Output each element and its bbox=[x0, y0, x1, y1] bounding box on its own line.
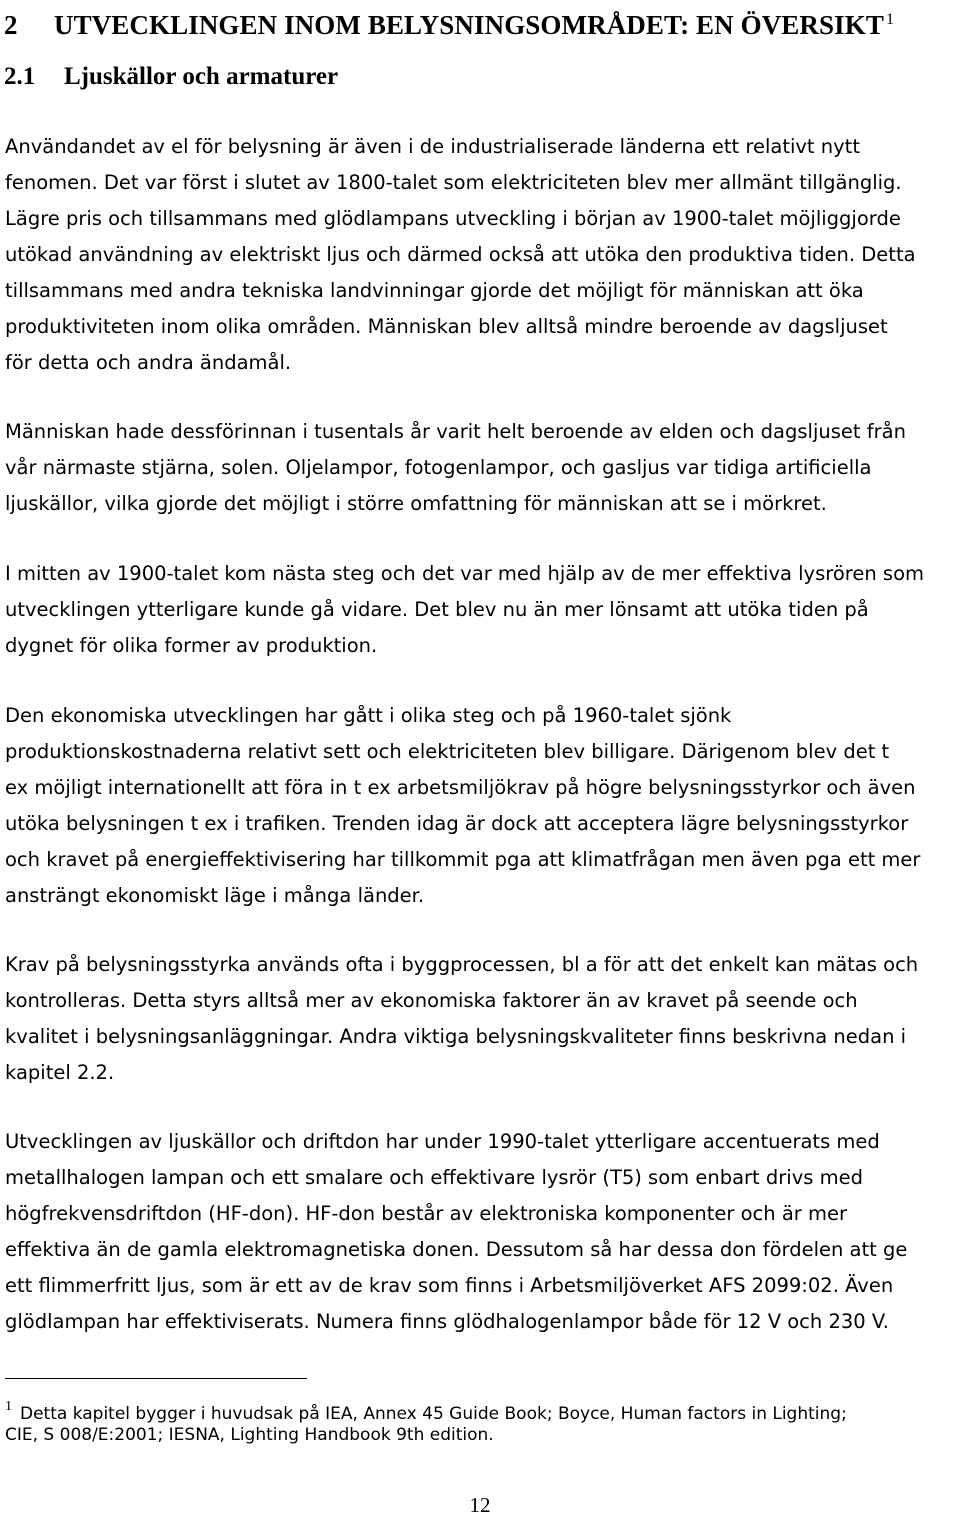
paragraph-line: ett flimmerfritt ljus, som är ett av de krav som finns i Arbetsmiljöverket AFS 2099:02. Även bbox=[5, 1274, 894, 1297]
section-heading bbox=[4, 60, 338, 94]
paragraph-line: kapitel 2.2. bbox=[5, 1061, 115, 1084]
paragraph-line: ansträngt ekonomiskt läge i många länder. bbox=[5, 884, 425, 907]
paragraph-line: metallhalogen lampan och ett smalare och effektivare lysrör (T5) som enbart drivs med bbox=[5, 1166, 863, 1189]
paragraph-5 bbox=[5, 947, 960, 1091]
chapter-title: UTVECKLINGEN INOM BELYSNINGSOMRÅDET: EN ÖVERSIKT bbox=[54, 10, 884, 40]
paragraph-line: utvecklingen ytterligare kunde gå vidare. Det blev nu än mer lönsamt att utöka tiden på bbox=[5, 598, 869, 621]
footnote-mark: 1 bbox=[5, 1399, 12, 1414]
paragraph-line: kvalitet i belysningsanläggningar. Andra viktiga belysningskvaliteter finns beskrivna nedan i bbox=[5, 1025, 907, 1048]
paragraph-line: tillsammans med andra tekniska landvinningar gjorde det möjligt för människan att öka bbox=[5, 279, 864, 302]
paragraph-line: utöka belysningen t ex i trafiken. Trenden idag är dock att acceptera lägre belysningsstyrkor bbox=[5, 812, 909, 835]
paragraph-line: Den ekonomiska utvecklingen har gått i olika steg och på 1960-talet sjönk bbox=[5, 704, 732, 727]
section-title: Ljuskällor och armaturer bbox=[64, 63, 339, 90]
paragraph-line: högfrekvensdriftdon (HF-don). HF-don består av elektroniska komponenter och är mer bbox=[5, 1202, 848, 1225]
paragraph-line: glödlampan har effektiviserats. Numera finns glödhalogenlampor både för 12 V och 230 V. bbox=[5, 1310, 889, 1333]
paragraph-line: Utvecklingen av ljuskällor och driftdon har under 1990-talet ytterligare accentuerats med bbox=[5, 1130, 880, 1153]
paragraph-line: och kravet på energieffektivisering har tillkommit pga att klimatfrågan men även pga ett mer bbox=[5, 848, 921, 871]
paragraph-line: dygnet för olika former av produktion. bbox=[5, 634, 378, 657]
paragraph-line: kontrolleras. Detta styrs alltså mer av ekonomiska faktorer än av kravet på seende och bbox=[5, 989, 858, 1012]
paragraph-line: Människan hade dessförinnan i tusentals år varit helt beroende av elden och dagsljuset från bbox=[5, 420, 906, 443]
paragraph-3 bbox=[5, 556, 960, 664]
paragraph-line: produktiviteten inom olika områden. Människan blev alltså mindre beroende av dagsljuset bbox=[5, 315, 888, 338]
paragraph-4 bbox=[5, 698, 960, 914]
paragraph-line: ex möjligt internationellt att föra in t ex arbetsmiljökrav på högre belysningsstyrkor och även bbox=[5, 776, 916, 799]
page-number: 12 bbox=[469, 1493, 491, 1517]
paragraph-line: effektiva än de gamla elektromagnetiska donen. Dessutom så har dessa don fördelen att ge bbox=[5, 1238, 908, 1261]
footnote-line: CIE, S 008/E:2001; IESNA, Lighting Handbook 9th edition. bbox=[5, 1425, 494, 1445]
paragraph-2 bbox=[5, 414, 960, 522]
paragraph-6 bbox=[5, 1124, 960, 1340]
footnote-line bbox=[5, 1392, 960, 1424]
section-number: 2.1 bbox=[4, 63, 36, 90]
paragraph-line: Användandet av el för belysning är även i de industrialiserade länderna ett relativt nytt bbox=[5, 135, 860, 158]
paragraph-line: ljuskällor, vilka gjorde det möjligt i större omfattning för människan att se i mörkret. bbox=[5, 492, 827, 515]
footnote bbox=[5, 1392, 960, 1450]
paragraph-line: Lägre pris och tillsammans med glödlampans utveckling i början av 1900-talet möjliggjorde bbox=[5, 207, 901, 230]
chapter-number: 2 bbox=[4, 10, 18, 40]
footnote-text: Detta kapitel bygger i huvudsak på IEA, Annex 45 Guide Book; Boyce, Human factors in Lighting; bbox=[20, 1404, 847, 1424]
paragraph-line: fenomen. Det var först i slutet av 1800-talet som elektriciteten blev mer allmänt tillgänglig. bbox=[5, 171, 902, 194]
paragraph-line: I mitten av 1900-talet kom nästa steg och det var med hjälp av de mer effektiva lysrören som bbox=[5, 562, 925, 585]
footnote-reference[interactable]: 1 bbox=[885, 11, 895, 28]
chapter-heading bbox=[4, 2, 894, 43]
paragraph-line: för detta och andra ändamål. bbox=[5, 351, 292, 374]
paragraph-1 bbox=[5, 129, 960, 381]
paragraph-line: utökad användning av elektriskt ljus och därmed också att utöka den produktiva tiden. Detta bbox=[5, 243, 916, 266]
footnote-separator bbox=[5, 1378, 307, 1379]
paragraph-line: vår närmaste stjärna, solen. Oljelampor, fotogenlampor, och gasljus var tidiga artificiella bbox=[5, 456, 872, 479]
paragraph-line: Krav på belysningsstyrka används ofta i byggprocessen, bl a för att det enkelt kan mätas och bbox=[5, 953, 919, 976]
paragraph-line: produktionskostnaderna relativt sett och elektriciteten blev billigare. Därigenom blev det t bbox=[5, 740, 890, 763]
